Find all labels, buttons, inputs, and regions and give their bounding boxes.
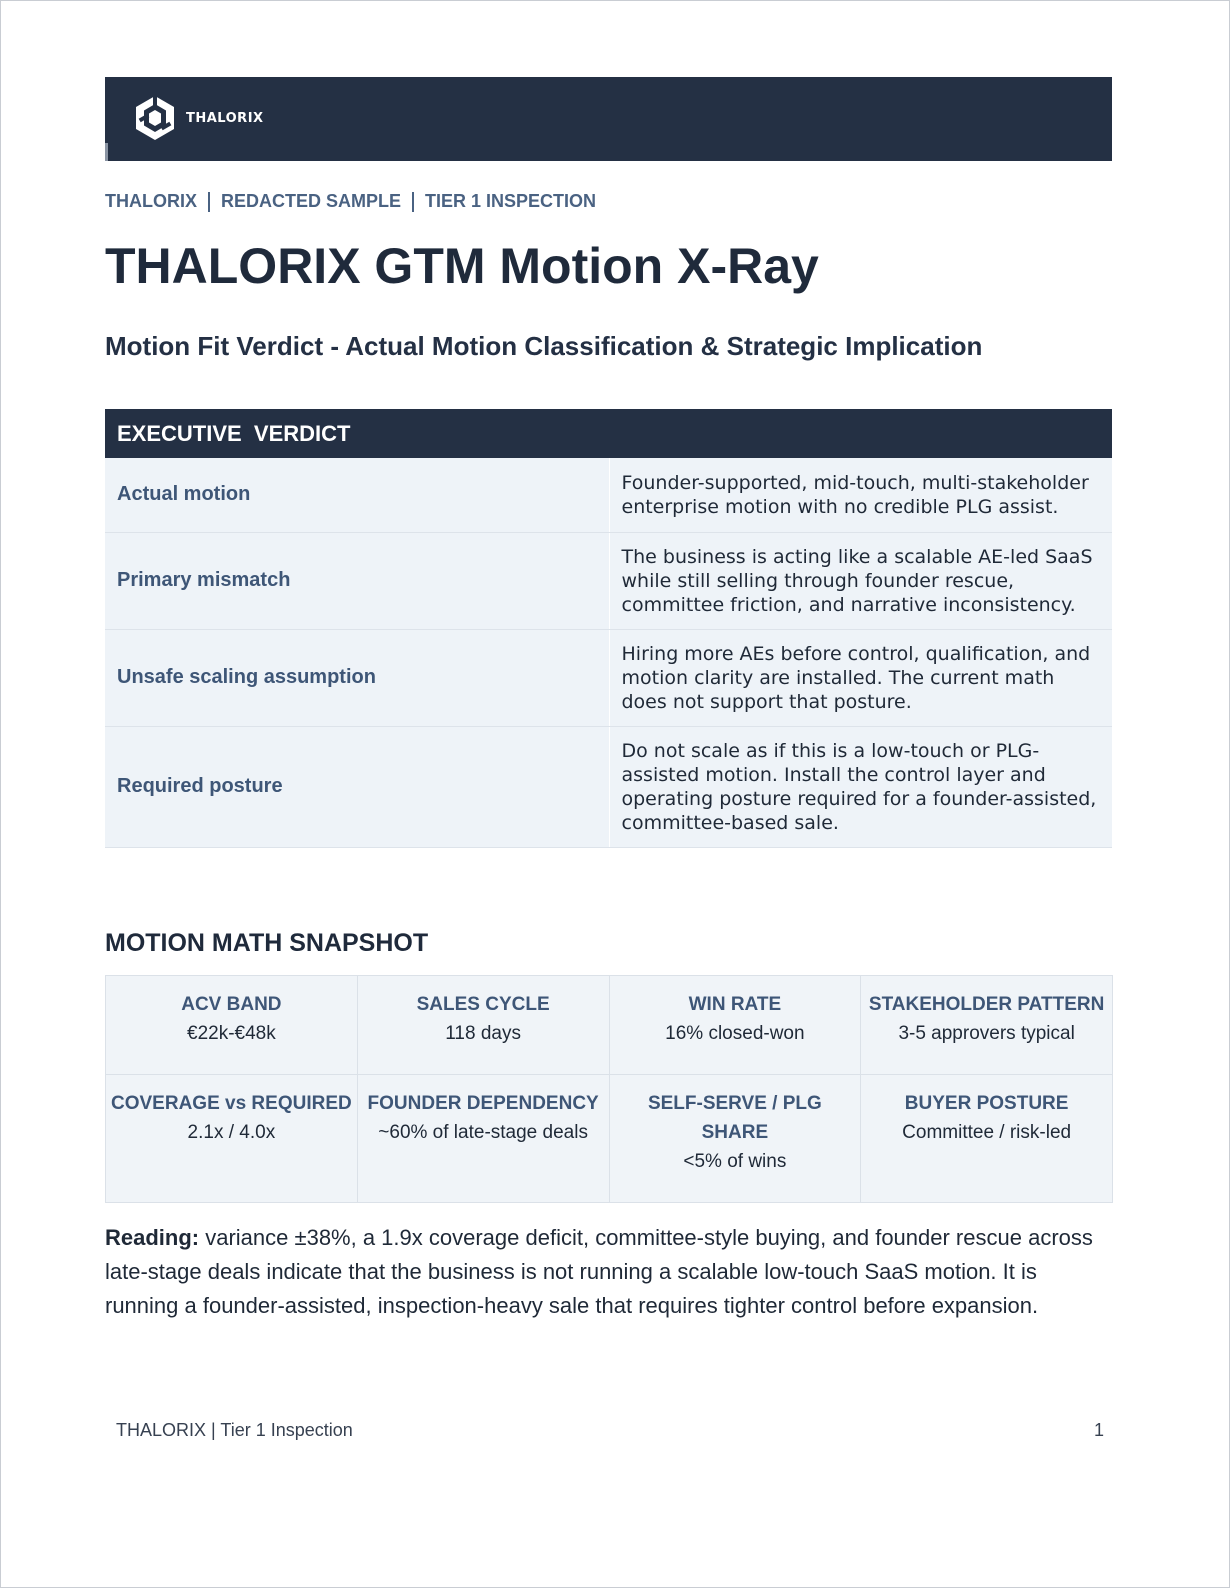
metric-value: ~60% of late-stage deals [378, 1122, 588, 1143]
document-title: THALORIX GTM Motion X-Ray [105, 238, 819, 294]
verdict-row-label: Primary mismatch [105, 532, 609, 629]
metric-label: SALES CYCLE [416, 994, 550, 1015]
header-banner [105, 77, 1112, 161]
meta-separator [208, 192, 210, 212]
metric-label: BUYER POSTURE [904, 1093, 1069, 1114]
metric-value: 16% closed-won [665, 1023, 805, 1044]
reading-paragraph [105, 1221, 1115, 1323]
verdict-row [105, 629, 1112, 726]
footer-caption: THALORIX | Tier 1 Inspection [116, 1420, 353, 1440]
hexagon-logo-icon [133, 94, 177, 142]
metric-label: STAKEHOLDER PATTERN [868, 994, 1105, 1015]
snapshot-heading: MOTION MATH SNAPSHOT [105, 929, 429, 957]
metric-cell [609, 976, 861, 1075]
verdict-row [105, 726, 1112, 847]
document-meta [105, 191, 596, 212]
verdict-row-label: Actual motion [105, 458, 609, 532]
verdict-row-value: Founder-supported, mid-touch, multi-stakeholder enterprise motion with no credible PLG assist. [609, 458, 1112, 532]
verdict-row [105, 532, 1112, 629]
metric-cell [609, 1075, 861, 1203]
document-subtitle: Motion Fit Verdict - Actual Motion Classification & Strategic Implication [105, 331, 983, 361]
metric-cell [861, 976, 1113, 1075]
meta-tier: TIER 1 INSPECTION [425, 191, 597, 211]
verdict-row-value: Hiring more AEs before control, qualification, and motion clarity are installed. The current math does not support that posture. [609, 629, 1112, 726]
motion-math-snapshot-table [105, 975, 1113, 1203]
reading-label: Reading: [105, 1225, 200, 1250]
metric-value: 3-5 approvers typical [898, 1023, 1075, 1044]
verdict-row [105, 458, 1112, 532]
verdict-header: EXECUTIVE VERDICT [105, 409, 1112, 458]
metric-label: WIN RATE [688, 994, 782, 1015]
metric-value: 2.1x / 4.0x [187, 1122, 276, 1143]
reading-text: variance ±38%, a 1.9x coverage deficit, committee-style buying, and founder rescue across late-stage deals indicate that the business is not running a scalable low-touch SaaS motion. It is running a founder-assisted, inspection-heavy sale that requires tighter control before expansion. [105, 1225, 1093, 1318]
verdict-row-value: Do not scale as if this is a low-touch or PLG-assisted motion. Install the control layer and operating posture required for a founder-assisted, committee-based sale. [609, 726, 1112, 847]
metric-cell [106, 1075, 358, 1203]
metric-label: SELF-SERVE / PLG SHARE [647, 1093, 822, 1143]
metric-value: €22k-€48k [187, 1023, 276, 1044]
executive-verdict-table [105, 409, 1112, 848]
metric-cell [106, 976, 358, 1075]
verdict-row-label: Required posture [105, 726, 609, 847]
meta-sample: REDACTED SAMPLE [221, 191, 402, 211]
logo-wordmark: THALORIX [186, 110, 264, 126]
metric-cell [357, 976, 609, 1075]
metric-cell [861, 1075, 1113, 1203]
metric-value: Committee / risk-led [902, 1122, 1072, 1143]
meta-separator [412, 192, 414, 212]
metric-cell [357, 1075, 609, 1203]
brand-logo [133, 94, 264, 142]
verdict-row-label: Unsafe scaling assumption [105, 629, 609, 726]
metric-value: <5% of wins [683, 1151, 787, 1172]
metric-label: COVERAGE vs REQUIRED [111, 1093, 352, 1114]
banner-marker [105, 143, 108, 161]
metric-label: FOUNDER DEPENDENCY [367, 1093, 599, 1114]
metric-label: ACV BAND [181, 994, 282, 1015]
metric-value: 118 days [445, 1023, 521, 1044]
page-number: 1 [1094, 1420, 1105, 1440]
meta-brand: THALORIX [105, 191, 197, 211]
verdict-row-value: The business is acting like a scalable AE-led SaaS while still selling through founder rescue, committee friction, and narrative inconsistency. [609, 532, 1112, 629]
